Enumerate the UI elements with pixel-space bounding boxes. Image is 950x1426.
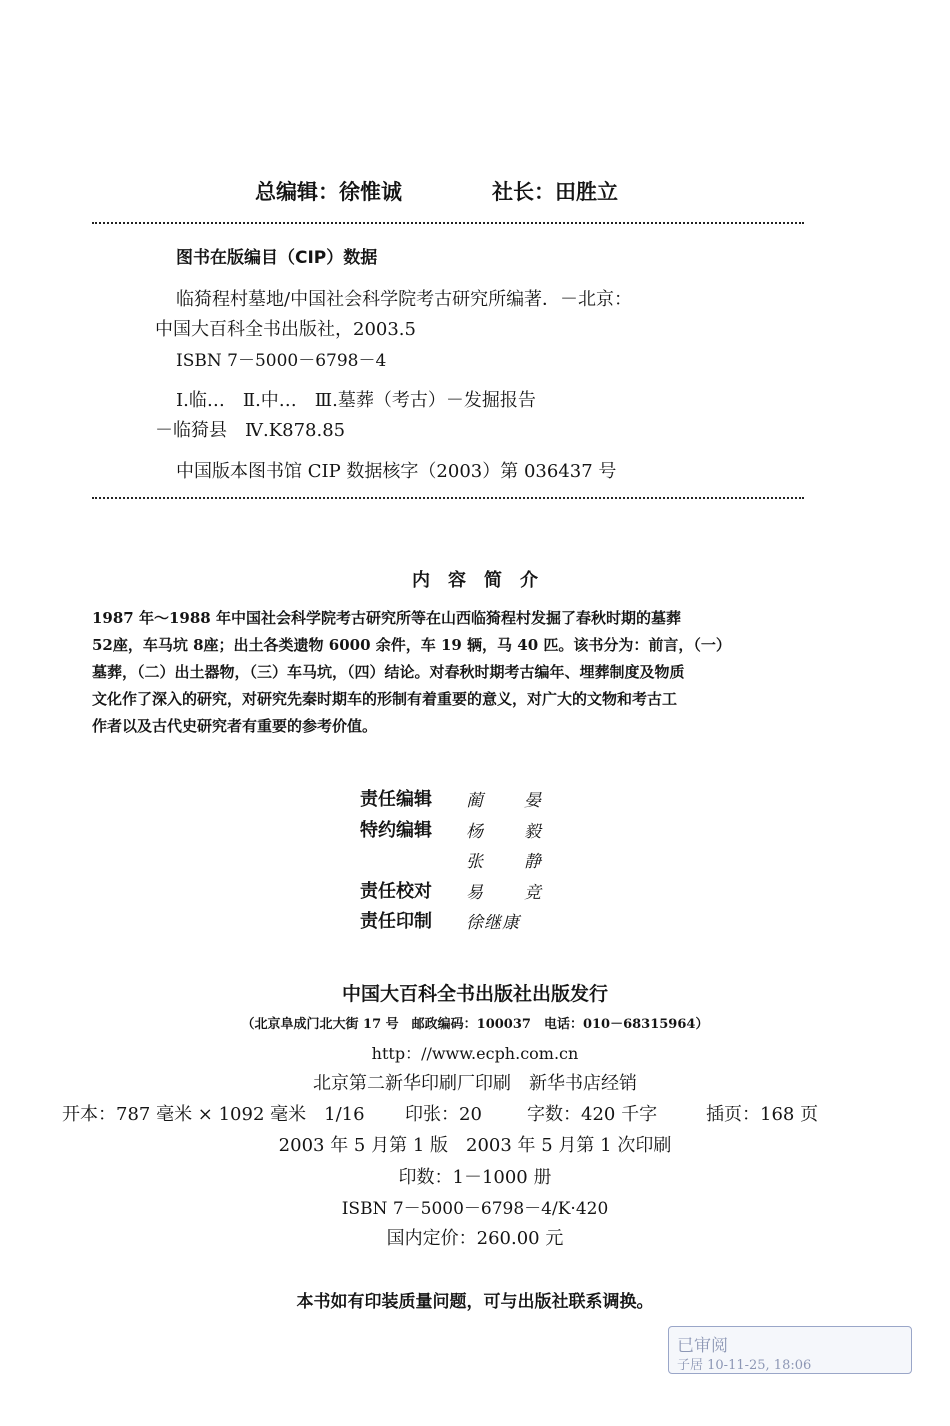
cip-title-line: 临猗程村墓地/中国社会科学院考古研究所编著．－北京：: [176, 289, 633, 310]
format: 开本：787 毫米 × 1092 毫米 1/16: [62, 1104, 365, 1125]
cip-heading: 图书在版编目（CIP）数据: [176, 248, 378, 268]
cip-isbn: ISBN 7－5000－6798－4: [176, 351, 387, 371]
divider-top: [92, 222, 804, 224]
responsible-editor-label: 责任编辑: [360, 789, 432, 810]
edition: 2003 年 5 月第 1 版 2003 年 5 月第 1 次印刷: [278, 1135, 672, 1156]
publisher-address: （北京阜成门北大街 17 号 邮政编码：100037 电话：010－68315964）: [241, 1017, 709, 1032]
responsible-editor-name: 蔺 晏: [466, 791, 553, 811]
summary-line: 作者以及古代史研究者有重要的参考价值。: [92, 717, 378, 735]
printed-sheets: 印张：20: [405, 1104, 482, 1125]
summary-line: 52座，车马坑 8座；出土各类遗物 6000 余件，车 19 辆，马 40 匹。该书分为：前言，（一）: [92, 636, 731, 654]
proofreader-label: 责任校对: [360, 881, 432, 902]
price: 国内定价：260.00 元: [386, 1228, 564, 1249]
printing-name: 徐继康: [466, 913, 520, 933]
special-editor-name-2: 张 静: [466, 852, 553, 872]
word-count: 字数：420 千字: [527, 1104, 658, 1125]
president: 社长：田胜立: [492, 180, 618, 204]
summary-line: 1987 年～1988 年中国社会科学院考古研究所等在山西临猗程村发掘了春秋时期的墓葬: [92, 609, 681, 627]
publisher-url: http：//www.ecph.com.cn: [371, 1044, 579, 1063]
quality-notice: 本书如有印装质量问题，可与出版社联系调换。: [296, 1292, 654, 1312]
review-detail: 子居 10-11-25, 18:06: [677, 1358, 812, 1373]
isbn-full: ISBN 7－5000－6798－4/K·420: [341, 1199, 609, 1219]
divider-bottom: [92, 497, 804, 499]
cip-publisher-line: 中国大百科全书出版社，2003.5: [155, 319, 416, 340]
summary-line: 文化作了深入的研究，对研究先秦时期车的形制有着重要的意义，对广大的文物和考古工: [92, 690, 678, 708]
summary-line: 墓葬，（二）出土器物，（三）车马坑，（四）结论。对春秋时期考古编年、埋葬制度及物质: [92, 663, 685, 681]
publisher: 中国大百科全书出版社出版发行: [341, 983, 608, 1005]
print-run: 印数：1－1000 册: [398, 1167, 552, 1188]
summary-body: [92, 605, 804, 740]
proofreader-name: 易 竞: [466, 883, 553, 903]
special-editor-name-1: 杨 毅: [466, 822, 553, 842]
review-stamp[interactable]: [668, 1326, 912, 1374]
plates: 插页：168 页: [706, 1104, 819, 1125]
cip-record-number: 中国版本图书馆 CIP 数据核字（2003）第 036437 号: [176, 461, 617, 482]
chief-editor: 总编辑：徐惟诚: [255, 180, 402, 204]
printing-label: 责任印制: [360, 911, 432, 932]
cip-subject-line-1: Ⅰ.临… Ⅱ.中… Ⅲ.墓葬（考古）－发掘报告: [176, 390, 536, 411]
summary-title: 内 容 简 介: [412, 570, 538, 591]
review-status: 已审阅: [677, 1336, 728, 1356]
cip-subject-line-2: －临猗县 Ⅳ.K878.85: [155, 420, 346, 441]
printer: 北京第二新华印刷厂印刷 新华书店经销: [313, 1073, 637, 1094]
special-editor-label: 特约编辑: [360, 820, 432, 841]
